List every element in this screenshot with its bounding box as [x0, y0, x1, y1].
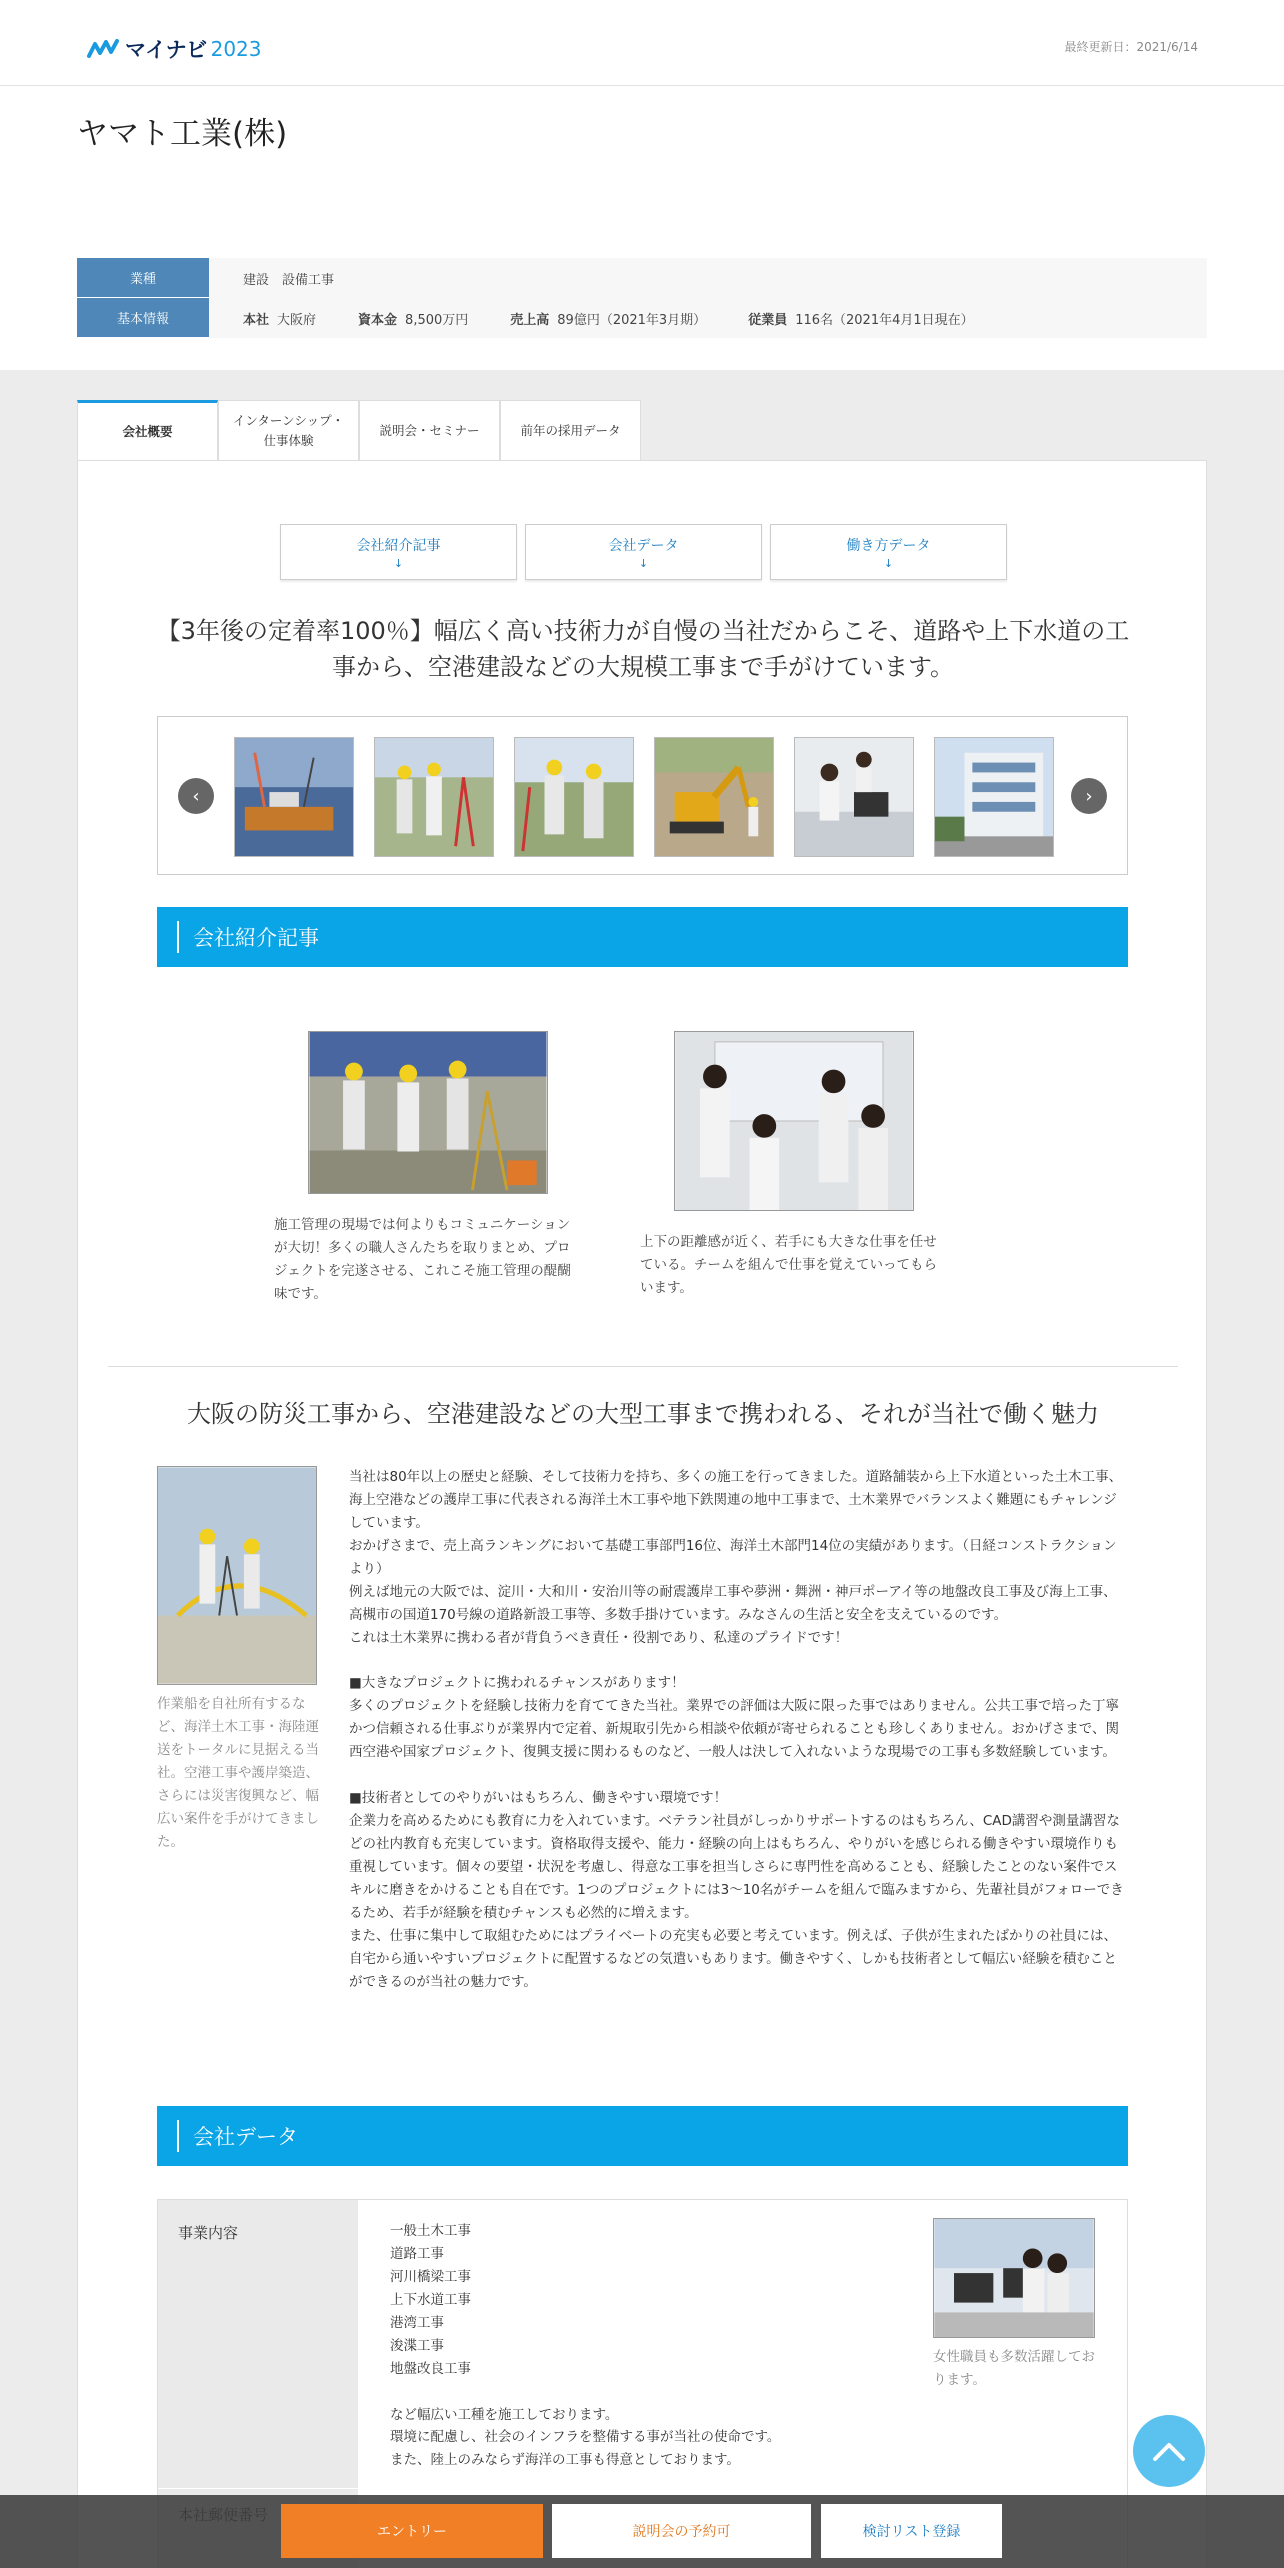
- section-divider: [108, 1366, 1178, 1367]
- site-header: [0, 0, 1284, 86]
- carousel-photo-surveyors[interactable]: [374, 737, 494, 857]
- employees-value: 116名（2021年4月1日現在）: [795, 312, 974, 328]
- industry-row: [77, 258, 1207, 298]
- basic-info-value: [209, 298, 1207, 338]
- logo-year: 2023: [210, 37, 262, 61]
- feature-photo-bridge: [157, 1466, 317, 1685]
- carousel-photo-office[interactable]: [794, 737, 914, 857]
- hq-label: 本社: [243, 312, 270, 328]
- logo-text: マイナビ: [125, 38, 207, 62]
- photo-carousel: [157, 716, 1128, 875]
- carousel-photo-excavator[interactable]: [654, 737, 774, 857]
- mynavi-logo[interactable]: [87, 34, 262, 64]
- seminar-reservation-button[interactable]: 説明会の予約可: [552, 2504, 811, 2558]
- last-updated: 最終更新日：2021/6/14: [1064, 40, 1198, 54]
- entry-button[interactable]: エントリー: [281, 2504, 543, 2558]
- arrow-down-icon: ↓: [883, 556, 894, 570]
- company-name: ヤマト工業(株): [77, 116, 288, 152]
- arrow-down-icon: ↓: [638, 556, 649, 570]
- company-info-table: [77, 258, 1207, 338]
- industry-label: 業種: [77, 258, 209, 298]
- catchphrase: 【3年後の定着率100％】幅広く高い技術力が自慢の当社だからこそ、道路や上下水道の工事から、空港建設などの大規模工事まで手がけています。: [156, 617, 1130, 681]
- anchor-label: 会社データ: [608, 537, 679, 554]
- tab-internship[interactable]: インターンシップ・ 仕事体験: [218, 400, 359, 460]
- industry-value: 建設 設備工事: [243, 272, 335, 288]
- carousel-prev-button[interactable]: [178, 778, 214, 814]
- scroll-to-top-button[interactable]: [1133, 2415, 1205, 2487]
- hq-value: 大阪府: [277, 312, 317, 328]
- carousel-photo-building[interactable]: [934, 737, 1054, 857]
- tab-previous-hiring-data[interactable]: 前年の採用データ: [500, 400, 641, 460]
- sales-value: 89億円（2021年3月期）: [557, 312, 707, 328]
- carousel-photo-site-survey[interactable]: [514, 737, 634, 857]
- company-data-header: [157, 2106, 1128, 2166]
- capital-value: 8,500万円: [405, 312, 469, 328]
- article-caption: 施工管理の現場では何よりもコミュニケーションが大切！多くの職人さんたちを取りまとめ、プロジェクトを完遂させる、これこそ施工管理の醍醐味です。: [274, 1216, 571, 1302]
- tab-bar: [77, 400, 641, 460]
- tab-seminar[interactable]: 説明会・セミナー: [359, 400, 500, 460]
- company-data-photo-caption: 女性職員も多数活躍しております。: [933, 2349, 1095, 2388]
- row-divider: [158, 2488, 358, 2489]
- main-panel: [77, 460, 1207, 2568]
- article-caption: 上下の距離感が近く、若手にも大きな仕事を任せている。チームを組んで仕事を覚えていってもらいます。: [640, 1233, 937, 1296]
- carousel-next-button[interactable]: [1071, 778, 1107, 814]
- feature-headline: 大阪の防災工事から、空港建設などの大型工事まで携われる、それが当社で働く魅力: [187, 1400, 1099, 1428]
- feature-body: 当社は80年以上の歴史と経験、そして技術力を持ち、多くの施工を行ってきました。道路舗装から上下水道といった土木工事、海上空港などの護岸工事に代表される海洋土木工事や地下鉄関連の地中工事まで、土木業界でバランスよく難題にもチャレンジしています。 おかげさまで、売上高ランキングにおいて基礎工事部門16位、海洋土木部門14位の実績があります。（日経コンストラクションより） 例えば地元の大阪では、淀川・大和川・安治川等の耐震護岸工事や夢洲・舞洲・神戸ポーアイ等の地盤改良工事及び海上工事、高槻市の国道170号線の道路新設工事等、多数手掛けています。みなさんの生活と安全を支えているのです。 これは土木業界に携わる者が背負うべき責任・役割であり、私達のプライドです！ ■大きなプロジェクトに携われるチャンスがあります！ 多くのプロジェクトを経験し技術力を育ててきた当社。業界での評価は大阪に限った事ではありません。公共工事で培った丁寧かつ信頼される仕事ぶりが業界内で定着、新規取引先から相談や依頼が寄せられることも珍しくありません。おかげさまで、関西空港や国家プロジェクト、復興支援に関わるものなど、一般人は決して入れないような現場での工事も多数経験しています。 ■技術者としてのやりがいはもちろん、働きやすい環境です！ 企業力を高めるためにも教育に力を入れています。ベテラン社員がしっかりサポートするのはもちろん、CAD講習や測量講習などの社内教育も充実しています。資格取得支援や、能力・経験の向上はもちろん、やりがいを感じられる働きやすい環境作りも重視しています。個々の要望・状況を考慮し、得意な工事を担当しさらに専門性を高めることも、経験したことのない案件でスキルに磨きをかけることも自在です。1つのプロジェクトには3～10名がチームを組んで臨みますから、先輩社員がフォローできるため、若手が経験を積むチャンスも必然的に増えます。 また、仕事に集中して取組むためにはプライベートの充実も必要と考えています。例えば、子供が生まれたばかりの社員には、自宅から通いやすいプロジェクトに配置するなどの気遣いもあります。働きやすく、しかも技術者として幅広い経験を積むことができるのが当社の魅力です。: [349, 1469, 1124, 1990]
- basic-info-row: [77, 298, 1207, 338]
- intro-articles-header: [157, 907, 1128, 967]
- article-photo-field: [308, 1031, 548, 1194]
- chevron-right-icon: ›: [1085, 785, 1093, 807]
- article-photo-team: [674, 1031, 914, 1211]
- carousel-photo-ship[interactable]: [234, 737, 354, 857]
- business-value: 一般土木工事 道路工事 河川橋梁工事 上下水道工事 港湾工事 浚渫工事 地盤改良工事 など幅広い工種を施工しております。 環境に配慮し、社会のインフラを整備する事が当社の使命です。 また、陸上のみならず海洋の工事も得意としております。: [390, 2223, 781, 2469]
- sales-label: 売上高: [510, 312, 550, 328]
- chevron-left-icon: ‹: [192, 785, 200, 807]
- basic-info-label: 基本情報: [77, 298, 209, 338]
- intro-article-2[interactable]: [640, 1031, 974, 1300]
- employees-label: 従業員: [748, 312, 788, 328]
- intro-article-1[interactable]: [274, 1031, 608, 1306]
- section-title: 会社紹介記事: [193, 926, 319, 950]
- anchor-intro-articles[interactable]: [280, 524, 517, 580]
- anchor-company-data[interactable]: [525, 524, 762, 580]
- carousel-thumbnails: [234, 737, 1054, 857]
- mynavi-logo-icon: [87, 38, 123, 60]
- arrow-down-icon: ↓: [393, 556, 404, 570]
- chevron-up-icon: [1152, 2440, 1186, 2462]
- bottom-action-bar: [0, 2495, 1284, 2568]
- company-data-photo: [933, 2218, 1095, 2338]
- section-title: 会社データ: [193, 2125, 298, 2149]
- tab-company-overview[interactable]: 会社概要: [77, 400, 218, 460]
- capital-label: 資本金: [358, 312, 398, 328]
- anchor-label: 働き方データ: [846, 537, 931, 554]
- anchor-links: [280, 524, 1007, 580]
- anchor-work-style-data[interactable]: [770, 524, 1007, 580]
- add-to-list-button[interactable]: 検討リスト登録: [821, 2504, 1002, 2558]
- business-label: 事業内容: [178, 2224, 239, 2242]
- feature-photo-caption: 作業船を自社所有するなど、海洋土木工事・海陸運送をトータルに見据える当社。空港工事や護岸築造、さらには災害復興など、幅広い案件を手がけてきました。: [157, 1696, 319, 1850]
- anchor-label: 会社紹介記事: [356, 537, 441, 554]
